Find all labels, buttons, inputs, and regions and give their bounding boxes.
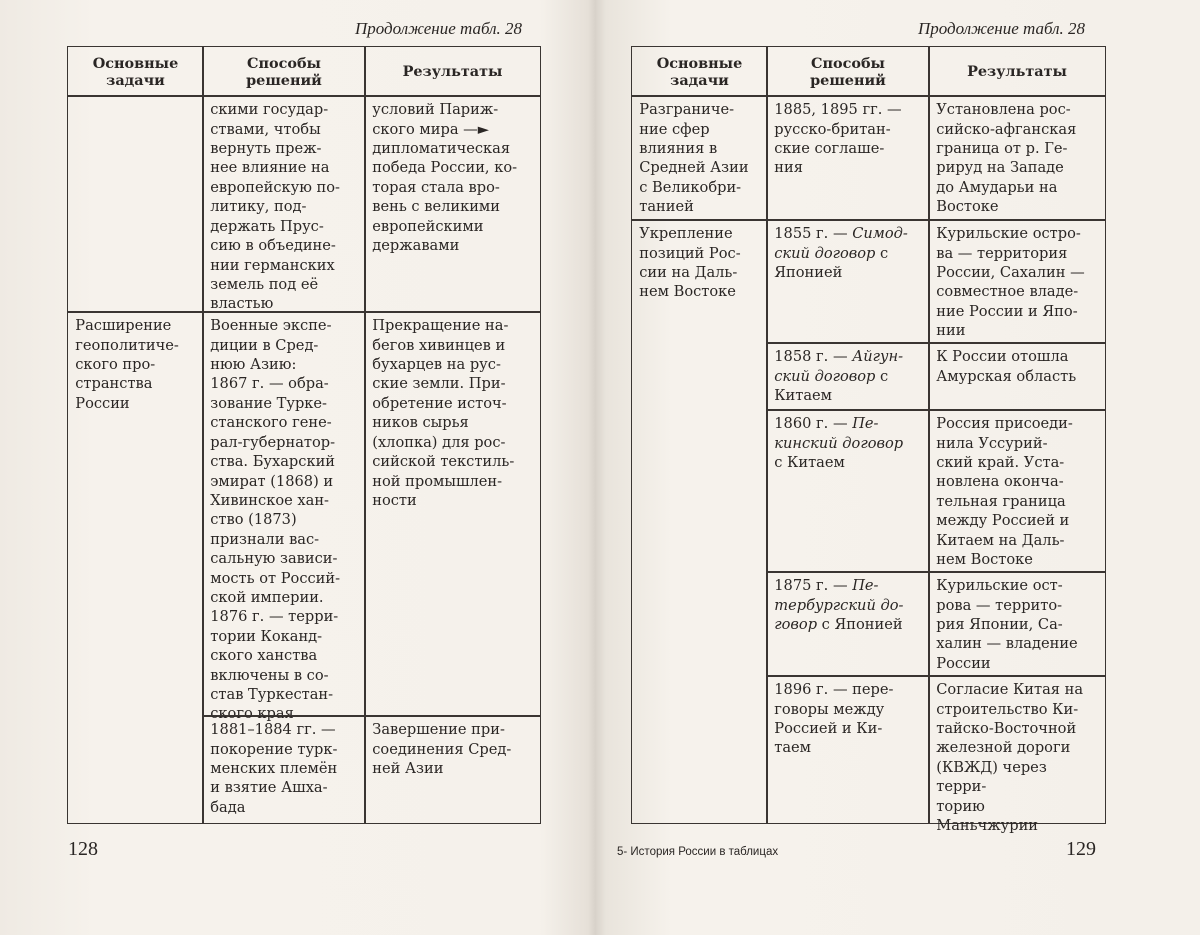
cell-text: скими государ- ствами, чтобы вернуть преж- нее влияние на европейскую по- литику, под- держать Прус- сию в объедине- нии германских земель под её властью [210,101,340,313]
cell-text: Расширение геополитиче- ского про- странства России [75,317,179,412]
cell-text: 1855 г. — [774,225,853,243]
cell-text: 1860 г. — [774,415,853,433]
table-cell-results [928,95,1106,221]
cell-text: Завершение при- соединения Сред- ней Азии [372,721,512,778]
table-cell-methods [766,675,930,824]
cell-text: Укрепление позиций Рос- сии на Даль- нем Востоке [639,225,741,301]
cell-text: с Японией [774,244,889,282]
treaty-name: Айгун- ский договор [774,348,904,385]
table-cell-results [928,219,1106,344]
table-cell-methods [202,95,366,313]
table-cell-results [928,675,1106,835]
table-cell-results [928,571,1106,677]
table-cell-results [364,95,541,313]
table-cell-methods [202,715,366,824]
table-cell-results [364,715,541,824]
cell-text: Прекращение на- бегов хивинцев и бухарцев на рус- ские земли. При- обретение источ- ников сырья (хлопка) для рос- сийской текстиль- ной промышлен- ности [372,317,515,509]
cell-text: 1881–1884 гг. — покорение турк- менских племён и взятие Ашха- бада [210,721,338,816]
table-cell-tasks [67,311,204,824]
cell-text: Курильские ост- рова — террито- рия Японии, Са- халин — владение России [936,577,1078,672]
cell-text: с Японией [817,616,903,634]
cell-text: 1858 г. — [774,348,853,366]
cell-text: К России отошла Амурская область [936,348,1077,385]
treaty-name: Пе- тербургский до- говор [774,577,904,634]
table-cell-results [928,342,1106,411]
table-cell-methods [766,219,930,344]
cell-text: Курильские остро- ва — территория России, Сахалин — совместное владе- ние России и Япо- нии [936,225,1085,340]
cell-text: Разграниче- ние сфер влияния в Средней Азии с Великобри- танией [639,101,749,216]
cell-text: 1896 г. — пере- говоры между Россией и Ки- таем [774,681,894,757]
table-cell-tasks [631,219,768,824]
cell-text: с Китаем [774,454,845,472]
left-page-number: 128 [68,838,98,860]
cell-text: Военные экспе- диции в Сред- нюю Азию: 1867 г. — обра- зование Турке- станского гене- рал-губернатор- ства. Бухарский эмират (1868) и Хивинское хан- ство (1873) признали вас- сальную зависи- мость от Россий- ской империи. 1876 г. — терри- тории Коканд- ского ханства включены в со- став Туркестан- ского края [210,317,341,723]
left-running-head: Продолжение табл. 28 [355,19,523,38]
table-cell-methods [766,342,930,411]
table-cell-results [364,311,541,717]
header-results: Результаты [364,46,541,97]
treaty-name: Пе- кинский договор [774,415,904,452]
header-tasks: Основные задачи [631,46,768,97]
cell-text: Согласие Китая на строительство Ки- тайско-Восточной железной дороги (КВЖД) через терри- торию Маньчжурии [936,681,1084,835]
cell-text: 1875 г. — [774,577,853,595]
treaty-name: Симод- ский договор [774,225,908,262]
header-results: Результаты [928,46,1106,97]
table-cell-methods [766,409,930,573]
table-cell-tasks [631,95,768,221]
cell-text: с Китаем [774,367,889,405]
table-cell-results [928,409,1106,573]
cell-text: Россия присоеди- нила Уссурий- ский край. Уста- новлена оконча- тельная граница между Россией и Китаем на Даль- нем Востоке [936,415,1073,569]
cell-text: Установлена рос- сийско-афганская граница от р. Ге- рируд на Западе до Амударьи на Востоке [936,101,1077,216]
header-tasks: Основные задачи [67,46,204,97]
cell-text: условий Париж- ского мира —► дипломатическая победа России, ко- торая стала вро- вень с великими европейскими державами [372,101,518,255]
footer-book-title: 5- История России в таблицах [617,846,779,858]
table-cell-methods [202,311,366,723]
table-cell-methods [766,571,930,677]
right-running-head: Продолжение табл. 28 [918,19,1086,38]
table-cell-methods [766,95,930,221]
header-methods: Способы решений [202,46,366,97]
cell-text: 1885, 1895 гг. — русско-британ- ские соглаше- ния [774,101,902,177]
table-cell-tasks [67,95,204,313]
header-methods: Способы решений [766,46,930,97]
right-page-number: 129 [1066,838,1096,860]
